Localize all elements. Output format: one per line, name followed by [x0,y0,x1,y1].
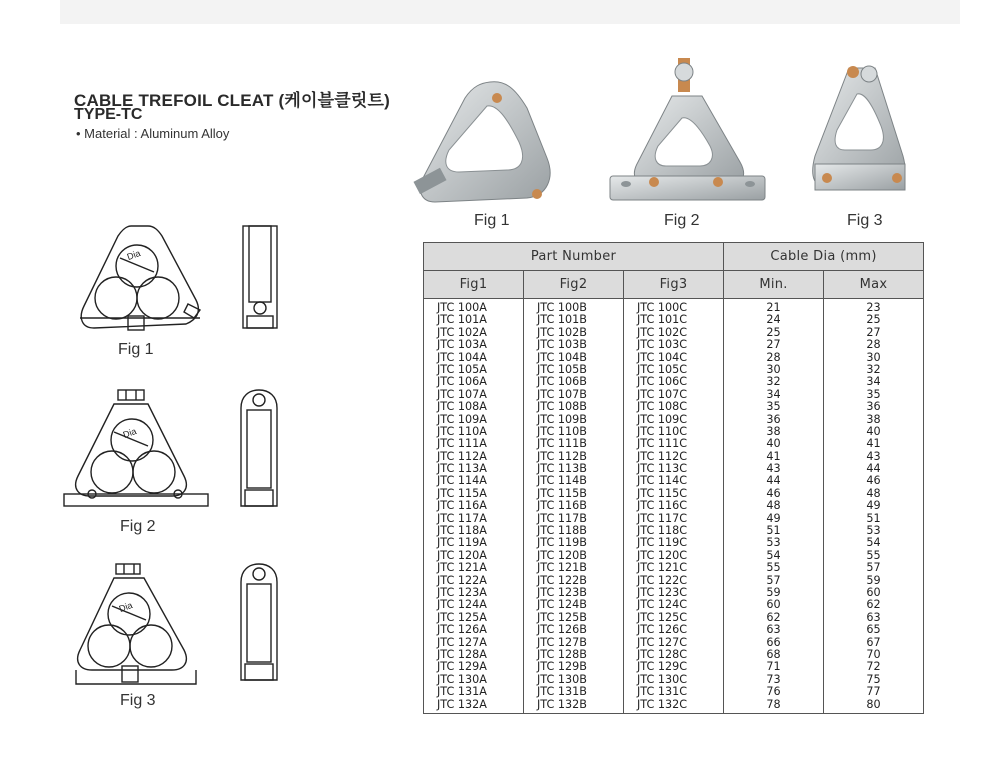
table-cell: 41 [766,449,781,463]
drawing-fig3-front [72,562,202,688]
table-cell: 54 [866,536,881,550]
table-cell: JTC 111A [437,437,487,451]
table-cell: 48 [766,499,781,513]
table-cell: JTC 107B [537,387,587,401]
table-cell: 60 [866,585,881,599]
table-cell: JTC 128A [437,647,487,661]
drawing-label-fig1: Fig 1 [118,341,154,358]
table-cell: JTC 116B [537,499,587,513]
table-cell: 78 [766,697,781,711]
table-cell: 49 [866,499,881,513]
table-cell: JTC 132C [637,697,688,711]
min-column [724,299,824,714]
table-cell: JTC 119B [537,536,587,550]
table-cell: 38 [866,412,881,426]
page-title: CABLE TREFOIL CLEAT (케이블클릿트) [74,91,390,110]
table-cell: JTC 125C [637,610,688,624]
table-cell: 21 [766,301,781,314]
table-cell: JTC 127A [437,635,487,649]
table-cell: 24 [766,313,781,327]
table-cell: JTC 125B [537,610,587,624]
table-cell: 80 [866,697,881,711]
table-cell: JTC 107C [637,387,688,401]
table-cell: JTC 121B [537,561,587,575]
table-cell: JTC 109C [637,412,688,426]
table-cell: 59 [766,585,781,599]
table-cell: 49 [766,511,781,525]
table-cell: 34 [766,387,781,401]
table-cell: JTC 102C [637,325,688,339]
table-cell: JTC 100A [437,301,487,314]
table-cell: 59 [866,573,881,587]
table-cell: JTC 108B [537,400,587,414]
table-cell: 60 [766,598,781,612]
col-header-fig2: Fig2 [524,271,624,299]
drawing-fig3-side [239,562,281,686]
table-cell: JTC 101A [437,313,487,327]
table-cell: JTC 115C [637,486,688,500]
table-cell: JTC 116A [437,499,487,513]
table-cell: JTC 132A [437,697,487,711]
table-cell: 77 [866,685,881,699]
drawing-fig1-front [76,220,206,335]
table-cell: JTC 126B [537,623,587,637]
photo-fig2 [610,58,770,203]
table-cell: JTC 131B [537,685,587,699]
col-header-max: Max [824,271,924,299]
table-cell: 51 [866,511,881,525]
table-cell: JTC 103B [537,338,587,352]
table-cell: JTC 129A [437,660,487,674]
table-cell: JTC 131C [637,685,688,699]
table-cell: JTC 108A [437,400,487,414]
table-cell: 36 [866,400,881,414]
drawing-fig2-front [62,388,212,510]
table-cell: 44 [866,462,881,476]
table-cell: JTC 106A [437,375,487,389]
table-cell: JTC 126C [637,623,688,637]
table-cell: JTC 109B [537,412,587,426]
table-cell: 28 [766,350,781,364]
table-cell: 23 [866,301,881,314]
table-cell: JTC 113B [537,462,587,476]
drawing-fig2-side [239,388,281,512]
table-cell: JTC 123A [437,585,487,599]
table-cell: 62 [866,598,881,612]
table-cell: JTC 108C [637,400,688,414]
table-cell: JTC 121A [437,561,487,575]
drawing-label-fig2: Fig 2 [120,518,156,535]
table-cell: JTC 125A [437,610,487,624]
drawing-fig1-side [241,224,281,332]
table-cell: JTC 100C [637,301,688,314]
table-cell: 53 [766,536,781,550]
table-cell: JTC 111B [537,437,587,451]
table-cell: JTC 104C [637,350,688,364]
table-cell: 43 [866,449,881,463]
table-cell: JTC 114C [637,474,688,488]
table-cell: JTC 119A [437,536,487,550]
table-cell: JTC 127B [537,635,587,649]
table-cell: JTC 115A [437,486,487,500]
table-cell: JTC 110B [537,424,587,438]
table-cell: JTC 122C [637,573,688,587]
table-cell: JTC 121C [637,561,688,575]
table-cell: JTC 130A [437,672,487,686]
table-cell: JTC 130C [637,672,688,686]
max-column [824,299,924,714]
table-cell: 55 [866,548,881,562]
table-cell: JTC 109A [437,412,487,426]
table-cell: 67 [866,635,881,649]
material-note: • Material : Aluminum Alloy [76,126,230,141]
table-cell: JTC 104B [537,350,587,364]
table-cell: JTC 120C [637,548,688,562]
table-cell: JTC 114B [537,474,587,488]
table-cell: JTC 126A [437,623,487,637]
table-cell: JTC 130B [537,672,587,686]
table-cell: JTC 103A [437,338,487,352]
table-cell: 53 [866,524,881,538]
table-cell: 36 [766,412,781,426]
table-cell: 71 [766,660,781,674]
photo-label-fig1: Fig 1 [474,212,510,229]
photo-fig1 [415,78,555,208]
table-cell: 30 [866,350,881,364]
table-cell: JTC 131A [437,685,487,699]
table-cell: 27 [866,325,881,339]
table-cell: JTC 105A [437,362,487,376]
table-cell: JTC 124A [437,598,487,612]
table-cell: JTC 115B [537,486,587,500]
col-header-fig3: Fig3 [624,271,724,299]
part-number-header: Part Number [424,243,724,271]
table-cell: JTC 113A [437,462,487,476]
dia-label-fig1: Dia [125,247,142,263]
table-cell: 28 [866,338,881,352]
table-cell: JTC 117C [637,511,688,525]
table-cell: JTC 110C [637,424,688,438]
table-cell: 40 [766,437,781,451]
table-cell: JTC 124C [637,598,688,612]
table-cell: JTC 106C [637,375,688,389]
table-cell: 32 [766,375,781,389]
table-cell: 43 [766,462,781,476]
table-cell: 34 [866,375,881,389]
table-cell: 70 [866,647,881,661]
table-cell: JTC 129C [637,660,688,674]
col-header-fig1: Fig1 [424,271,524,299]
table-cell: JTC 124B [537,598,587,612]
table-cell: JTC 118A [437,524,487,538]
table-cell: 41 [866,437,881,451]
table-cell: JTC 123C [637,585,688,599]
table-cell: JTC 129B [537,660,587,674]
table-cell: JTC 119C [637,536,688,550]
table-cell: JTC 105B [537,362,587,376]
table-cell: 73 [766,672,781,686]
fig2-column [524,299,624,714]
fig3-column [624,299,724,714]
table-cell: JTC 112B [537,449,587,463]
table-cell: 65 [866,623,881,637]
table-cell: 32 [866,362,881,376]
table-cell: JTC 100B [537,301,587,314]
table-cell: JTC 107A [437,387,487,401]
table-cell: 46 [766,486,781,500]
table-cell: JTC 110A [437,424,487,438]
table-cell: 54 [766,548,781,562]
table-cell: JTC 101B [537,313,587,327]
table-cell: JTC 113C [637,462,688,476]
table-cell: 68 [766,647,781,661]
table-cell: JTC 123B [537,585,587,599]
table-cell: 62 [766,610,781,624]
table-cell: 75 [866,672,881,686]
dia-label-fig3: Dia [117,599,134,615]
table-cell: 40 [866,424,881,438]
photo-label-fig2: Fig 2 [664,212,700,229]
table-cell: JTC 132B [537,697,587,711]
table-cell: JTC 103C [637,338,688,352]
table-cell: 66 [766,635,781,649]
table-cell: 76 [766,685,781,699]
table-cell: 27 [766,338,781,352]
table-cell: 57 [766,573,781,587]
table-cell: JTC 105C [637,362,688,376]
table-cell: JTC 106B [537,375,587,389]
type-subtitle: TYPE-TC [74,106,143,123]
table-cell: JTC 120B [537,548,587,562]
photo-fig3 [805,60,915,200]
top-band [60,0,960,24]
table-cell: JTC 118B [537,524,587,538]
table-cell: 51 [766,524,781,538]
photo-label-fig3: Fig 3 [847,212,883,229]
table-cell: 48 [866,486,881,500]
cable-dia-header: Cable Dia (mm) [724,243,924,271]
table-cell: JTC 127C [637,635,688,649]
table-cell: JTC 128C [637,647,688,661]
table-cell: JTC 101C [637,313,688,327]
table-cell: 30 [766,362,781,376]
table-cell: JTC 122B [537,573,587,587]
fig1-column [424,299,524,714]
table-cell: JTC 111C [637,437,688,451]
table-cell: 63 [866,610,881,624]
col-header-min: Min. [724,271,824,299]
table-cell: 44 [766,474,781,488]
table-cell: JTC 122A [437,573,487,587]
spec-table [423,242,924,714]
table-cell: JTC 104A [437,350,487,364]
table-cell: JTC 118C [637,524,688,538]
table-cell: 55 [766,561,781,575]
table-cell: 57 [866,561,881,575]
table-cell: 72 [866,660,881,674]
table-cell: 38 [766,424,781,438]
table-cell: JTC 112A [437,449,487,463]
table-cell: 25 [866,313,881,327]
dia-label-fig2: Dia [121,425,138,441]
table-cell: 25 [766,325,781,339]
table-cell: 35 [766,400,781,414]
table-cell: JTC 128B [537,647,587,661]
table-cell: JTC 112C [637,449,688,463]
table-cell: JTC 116C [637,499,688,513]
table-cell: 35 [866,387,881,401]
table-cell: JTC 120A [437,548,487,562]
table-cell: JTC 102A [437,325,487,339]
table-cell: JTC 114A [437,474,487,488]
table-cell: JTC 117B [537,511,587,525]
table-cell: 46 [866,474,881,488]
table-cell: JTC 117A [437,511,487,525]
table-cell: JTC 102B [537,325,587,339]
table-cell: 63 [766,623,781,637]
drawing-label-fig3: Fig 3 [120,692,156,709]
